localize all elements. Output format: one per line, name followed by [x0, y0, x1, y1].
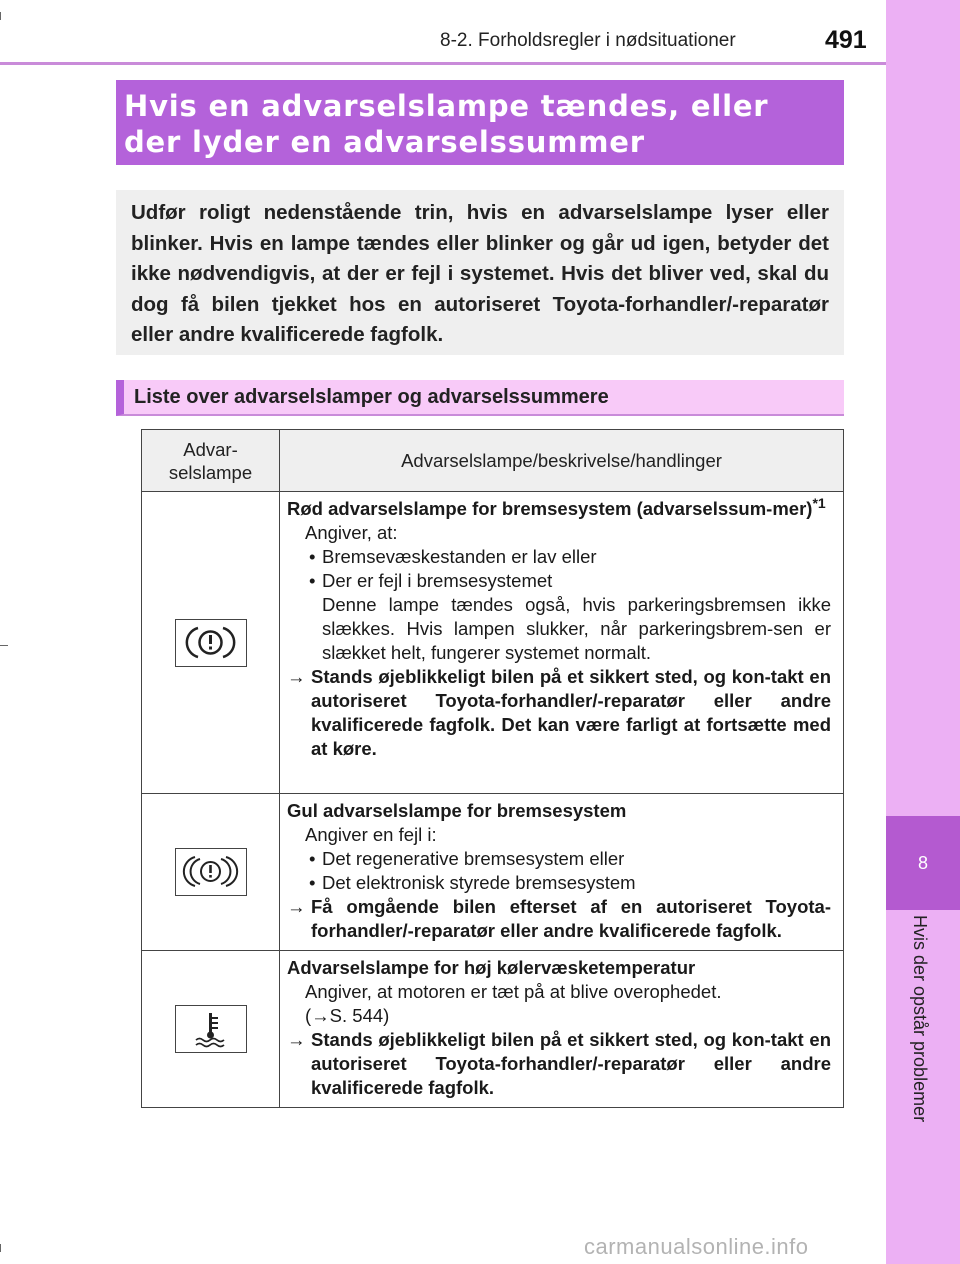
column-header-icon-line1: Advar- [183, 438, 238, 460]
lamp-action: → Stands øjeblikkeligt bilen på et sikkert sted, og kon-takt en autoriseret Toyota-forhandler/-reparatør eller andre kvalificerede fagfolk. Det kan være farligt at fortsætte med at køre. [287, 666, 831, 759]
table-cell-icon [142, 794, 280, 951]
watermark: carmanualsonline.info [584, 1234, 809, 1259]
table-cell-description [280, 794, 844, 951]
lamp-title: Rød advarselslampe for bremsesystem (advarselssum-mer)$^{*1}$ [287, 494, 826, 519]
table-cell-icon [142, 492, 280, 794]
column-header-icon [142, 430, 280, 492]
arrow-icon: → [287, 666, 306, 687]
lamp-lead: Angiver, at motoren er tæt på at blive overophedet. [305, 981, 722, 1002]
arrow-icon: → [287, 896, 306, 917]
list-item: • Det regenerative bremsesystem eller [287, 847, 831, 871]
lamp-lead: Angiver, at: [305, 522, 398, 543]
lamp-action: → Stands øjeblikkeligt bilen på et sikkert sted, og kon-takt en autoriseret Toyota-forhandler/-reparatør eller andre kvalificerede fagfolk. [287, 1029, 831, 1098]
crop-mark [0, 12, 1, 20]
table-row [142, 492, 844, 794]
crop-mark [0, 1244, 1, 1252]
column-header-icon-line2: selslampe [168, 461, 253, 483]
chapter-number-tab[interactable]: 8 [886, 816, 960, 910]
page-reference[interactable]: (→S. 544) [305, 1005, 390, 1026]
table-cell-description [280, 951, 844, 1108]
table-row [142, 794, 844, 951]
lamp-title: Advarselslampe for høj kølervæsketemperatur [287, 957, 696, 978]
intro-box [116, 190, 844, 355]
table-cell-description [280, 492, 844, 794]
lamp-lead: Angiver en fejl i: [305, 824, 437, 845]
brake-system-warning-icon [175, 848, 247, 896]
coolant-temperature-icon [175, 1005, 247, 1053]
page-title: Hvis en advarselslampe tændes, eller der lyder en advarselssummer [124, 89, 769, 159]
arrow-icon: → [311, 1005, 330, 1026]
table-row [142, 951, 844, 1108]
list-item: • Der er fejl i bremsesystemet [287, 569, 831, 593]
column-header-description: Advarselslampe/beskrivelse/handlinger [280, 430, 844, 492]
sub-heading: Liste over advarselslamper og advarselssummere [116, 380, 844, 416]
chapter-title: Hvis der opstår problemer [910, 915, 930, 1123]
crop-mark [0, 645, 8, 646]
table-header-row [142, 430, 844, 492]
lamp-note: Denne lampe tændes også, hvis parkeringsbremsen ikke slækkes. Hvis lampen slukker, når parkeringsbrem-sen er slækket helt, fungerer systemet normalt. [322, 594, 831, 663]
arrow-icon: → [287, 1029, 306, 1050]
list-item: • Det elektronisk styrede bremsesystem [287, 871, 831, 895]
footnote-mark: *1 [812, 494, 826, 511]
intro-text: Udfør roligt nedenstående trin, hvis en advarselslampe lyser eller blinker. Hvis en lampe tændes eller blinker og går ud igen, betyder det ikke nødvendigvis, at der er fejl i systemet. Hvis det bliver ved, skal du dog få bilen tjekket hos en autoriseret Toyota-forhandler/-reparatør eller andre kvalificerede fagfolk. [131, 201, 829, 346]
lamp-action: → Få omgående bilen efterset af en autoriseret Toyota-forhandler/-reparatør eller andre kvalificerede fagfolk. [287, 896, 831, 941]
lamp-title: Gul advarselslampe for bremsesystem [287, 800, 627, 821]
list-item: • Bremsevæskestanden er lav eller [287, 545, 831, 569]
header-rule [0, 62, 886, 65]
page-number: 491 [825, 26, 867, 54]
title-box [116, 80, 844, 165]
section-title: 8-2. Forholdsregler i nødsituationer [440, 30, 736, 51]
warning-table [141, 429, 844, 1108]
brake-warning-icon [175, 619, 247, 667]
table-cell-icon [142, 951, 280, 1108]
